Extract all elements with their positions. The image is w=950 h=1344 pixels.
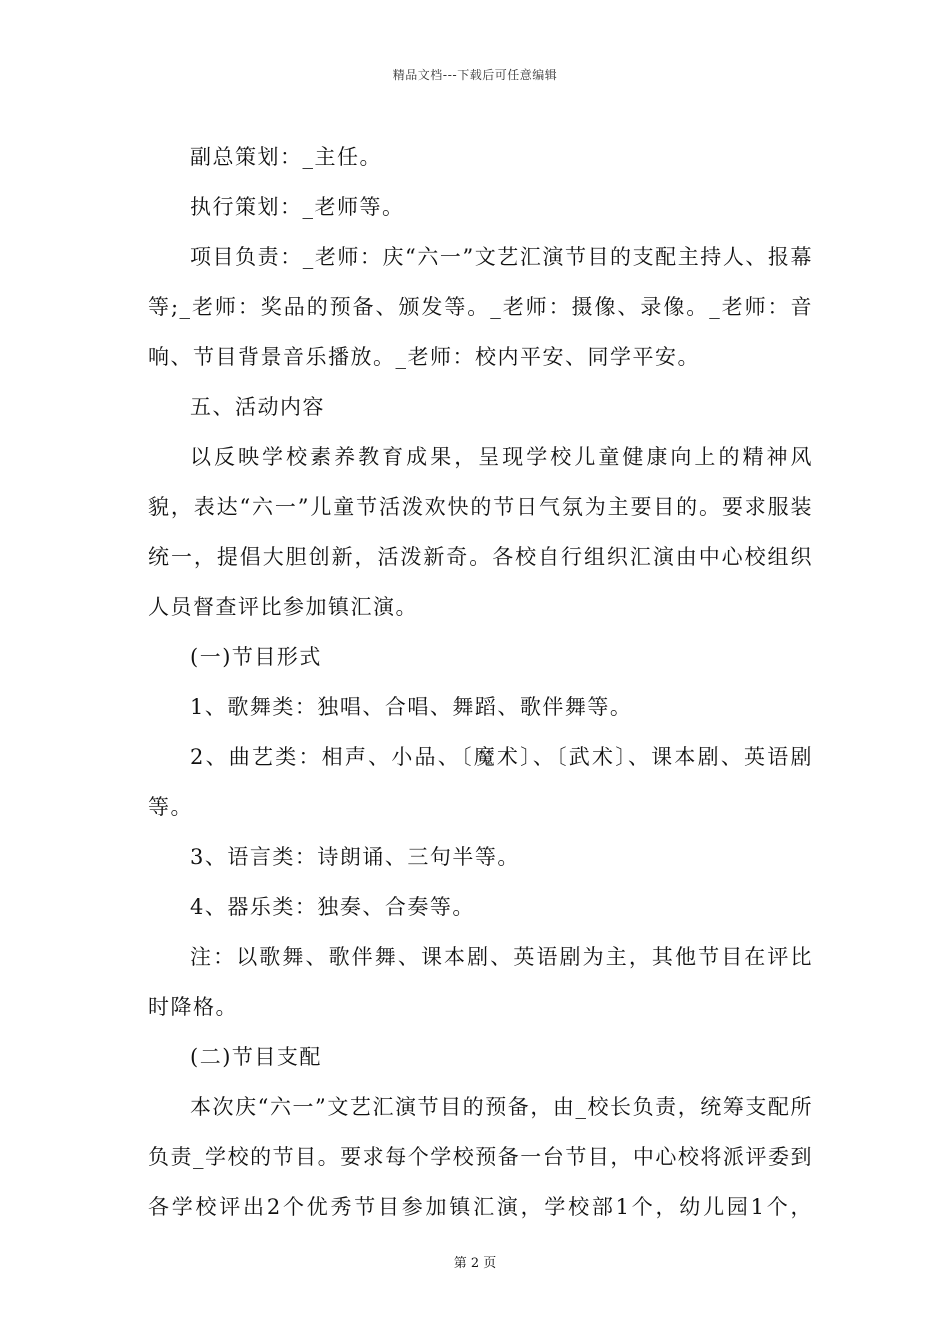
- section-heading-activity-content: 五、活动内容: [190, 395, 325, 419]
- page-number: 第 2 页: [453, 1256, 497, 1271]
- subheading-program-forms: (一)节目形式: [190, 645, 322, 669]
- paragraph-executive-planner: 执行策划：_老师等。: [190, 195, 405, 219]
- list-item-folk-arts: 2、曲艺类：相声、小品、〔魔术〕、〔武术〕、课本剧、英语剧等。: [148, 745, 813, 819]
- paragraph-deputy-planner: 副总策划：_主任。: [190, 145, 382, 169]
- paragraph-note: 注：以歌舞、歌伴舞、课本剧、英语剧为主，其他节目在评比时降格。: [148, 945, 813, 1019]
- page-header: 精品文档---下载后可任意编辑: [392, 68, 558, 82]
- paragraph-arrangement-description: 本次庆“六一”文艺汇演节目的预备，由_校长负责，统筹支配所负责_学校的节目。要求每个学校预备一台节目，中心校将派评委到各学校评出2个优秀节目参加镇汇演，学校部1个，幼儿园1个，: [148, 1095, 813, 1219]
- list-item-instrumental: 4、器乐类：独奏、合奏等。: [190, 895, 475, 919]
- paragraph-activity-description: 以反映学校素养教育成果，呈现学校儿童健康向上的精神风貌，表达“六一”儿童节活泼欢快的节日气氛为主要目的。要求服装统一，提倡大胆创新，活泼新奇。各校自行组织汇演由中心校组织人员督查评比参加镇汇演。: [148, 445, 813, 619]
- document-body: [148, 132, 813, 1232]
- paragraph-project-responsibility: 项目负责：_老师：庆“六一”文艺汇演节目的支配主持人、报幕等;_老师：奖品的预备、颁发等。_老师：摄像、录像。_老师：音响、节目背景音乐播放。_老师：校内平安、同学平安。: [148, 245, 813, 369]
- list-item-language: 3、语言类：诗朗诵、三句半等。: [190, 845, 520, 869]
- subheading-program-arrangement: (二)节目支配: [190, 1045, 322, 1069]
- list-item-song-dance: 1、歌舞类：独唱、合唱、舞蹈、歌伴舞等。: [190, 695, 633, 719]
